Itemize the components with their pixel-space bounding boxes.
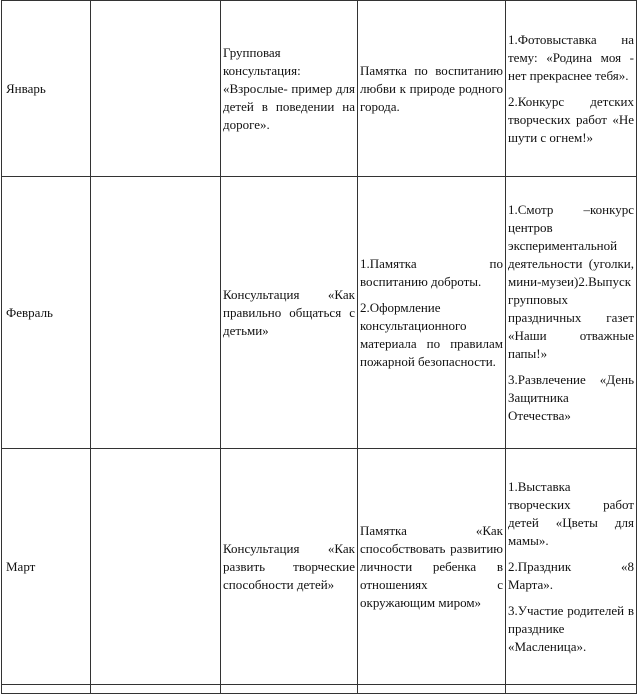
empty-cell	[2, 685, 91, 694]
table-row	[2, 1, 637, 177]
cell-paragraph: 2.Праздник «8 Марта».	[508, 558, 634, 592]
cell-paragraph: 1.Памятка по воспитанию доброты.	[360, 255, 503, 289]
consultation-cell	[221, 449, 358, 685]
cell-paragraph: Консультация «Как развить творческие способности детей»	[223, 540, 355, 592]
cell-paragraph: Групповая консультация: «Взрослые- пример для детей в поведении на дороге».	[223, 44, 355, 132]
cell-paragraph: Памятка по воспитанию любви к природе родного города.	[360, 62, 503, 114]
memo-cell	[358, 449, 506, 685]
table-row	[2, 449, 637, 685]
memo-cell	[358, 177, 506, 449]
cell-paragraph: 3.Участие родителей в празднике «Масленица».	[508, 602, 634, 654]
cell-paragraph: 2.Конкурс детских творческих работ «Не шути с огнем!»	[508, 93, 634, 145]
consultation-cell	[221, 177, 358, 449]
empty-cell	[91, 685, 221, 694]
events-cell	[506, 1, 637, 177]
events-cell	[506, 177, 637, 449]
empty-cell	[221, 685, 358, 694]
empty-cell	[506, 685, 637, 694]
cell-paragraph: Памятка «Как способствовать развитию личности ребенка в отношениях с окружающим миром»	[360, 522, 503, 610]
empty-cell	[91, 449, 221, 685]
month-cell: Январь	[2, 1, 91, 177]
cell-paragraph: 2.Оформление консультационного материала по правилам пожарной безопасности.	[360, 299, 503, 369]
empty-cell	[91, 177, 221, 449]
cell-paragraph: 1.Выставка творческих работ детей «Цветы для мамы».	[508, 478, 634, 548]
table-row	[2, 685, 637, 694]
month-cell: Март	[2, 449, 91, 685]
table-row	[2, 177, 637, 449]
empty-cell	[358, 685, 506, 694]
plan-table	[1, 0, 637, 694]
month-cell: Февраль	[2, 177, 91, 449]
cell-paragraph: 1.Смотр –конкурс центров экспериментальной деятельности (уголки, мини-музеи)2.Выпуск групповых праздничных газет «Наши отважные папы!»	[508, 201, 634, 361]
cell-paragraph: 1.Фотовыставка на тему: «Родина моя - нет прекраснее тебя».	[508, 31, 634, 83]
consultation-cell	[221, 1, 358, 177]
cell-paragraph: Консультация «Как правильно общаться с детьми»	[223, 286, 355, 338]
empty-cell	[91, 1, 221, 177]
memo-cell	[358, 1, 506, 177]
cell-paragraph: 3.Развлечение «День Защитника Отечества»	[508, 371, 634, 423]
events-cell	[506, 449, 637, 685]
